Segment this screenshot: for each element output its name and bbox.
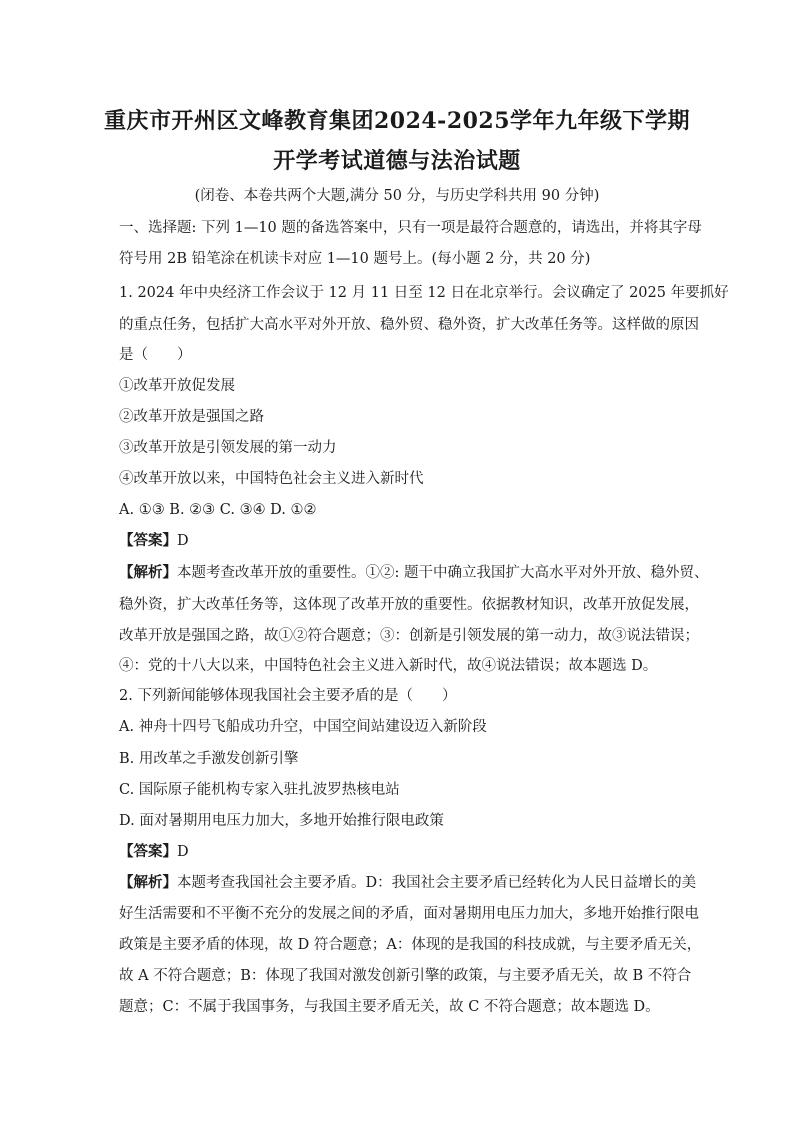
question-stem: 1. 2024 年中央经济工作会议于 12 月 11 日至 12 日在北京举行。会议确定了 2025 年要抓好 <box>119 285 729 301</box>
option-item: A. 神舟十四号飞船成功升空，中国空间站建设迈入新阶段 <box>119 719 487 735</box>
section-heading: 一、选择题: 下列 1—10 题的备选答案中，只有一项是最符合题意的，请选出，并将其字母 <box>119 220 702 236</box>
analysis-text: 本题考查我国社会主要矛盾。D：我国社会主要矛盾已经转化为人民日益增长的美 <box>177 875 697 891</box>
analysis-text: 改革开放是强国之路，故①②符合题意；③：创新是引领发展的第一动力，故③说法错误； <box>119 628 699 644</box>
option-item: D. 面对暑期用电压力加大，多地开始推行限电政策 <box>119 813 444 829</box>
analysis-text: 本题考查改革开放的重要性。①②: 题干中确立我国扩大高水平对外开放、稳外贸、 <box>177 565 709 581</box>
page-title: 重庆市开州区文峰教育集团2024-2025学年九年级下学期 <box>103 108 691 134</box>
analysis-text: 故 A 不符合题意；B：体现了我国对激发创新引擎的政策，与主要矛盾无关，故 B 不符合 <box>119 968 692 984</box>
analysis-text: ④：党的十八大以来，中国特色社会主义进入新时代，故④说法错误；故本题选 D。 <box>119 658 658 674</box>
statement-item: ④改革开放以来，中国特色社会主义进入新时代 <box>119 471 424 487</box>
analysis-line <box>119 563 709 583</box>
analysis-line <box>119 873 697 893</box>
question-stem: 2. 下列新闻能够体现我国社会主要矛盾的是（ ） <box>119 688 457 704</box>
exam-instructions: (闭卷、本卷共两个大题,满分 50 分，与历史学科共用 90 分钟) <box>194 188 600 204</box>
question-stem: 的重点任务，包括扩大高水平对外开放、稳外贸、稳外资，扩大改革任务等。这样做的原因 <box>119 317 699 333</box>
statement-item: ③改革开放是引领发展的第一动力 <box>119 440 337 456</box>
answer-line <box>119 531 685 551</box>
page-subtitle-title: 开学考试道德与法治试题 <box>273 148 521 174</box>
answer-value: D <box>177 844 189 860</box>
option-item: C. 国际原子能机构专家入驻扎波罗热核电站 <box>119 782 400 798</box>
question-stem: 是（ ） <box>119 347 192 363</box>
analysis-text: 好生活需要和不平衡不充分的发展之间的矛盾，面对暑期用电压力加大，多地开始推行限电 <box>119 906 699 922</box>
answer-value: D <box>177 533 189 549</box>
section-heading: 符号用 2B 铅笔涂在机读卡对应 1—10 题号上。(每小题 2 分，共 20 分) <box>119 251 591 267</box>
statement-item: ①改革开放促发展 <box>119 378 235 394</box>
analysis-text: 稳外资，扩大改革任务等，这体现了改革开放的重要性。依据教材知识，改革开放促发展， <box>119 597 699 613</box>
analysis-text: 政策是主要矛盾的体现，故 D 符合题意；A：体现的是我国的科技成就，与主要矛盾无关， <box>119 937 702 953</box>
option-item: B. 用改革之手激发创新引擎 <box>119 751 299 767</box>
statement-item: ②改革开放是强国之路 <box>119 409 264 425</box>
analysis-text: 题意；C：不属于我国事务，与我国主要矛盾无关，故 C 不符合题意；故本题选 D。 <box>119 999 660 1015</box>
answer-options: A. ①③ B. ②③ C. ③④ D. ①② <box>119 502 317 518</box>
answer-line <box>119 842 685 862</box>
answer-label: 【答案】 <box>119 532 177 549</box>
answer-label: 【答案】 <box>119 843 177 860</box>
analysis-label: 【解析】 <box>119 874 177 891</box>
analysis-label: 【解析】 <box>119 564 177 581</box>
